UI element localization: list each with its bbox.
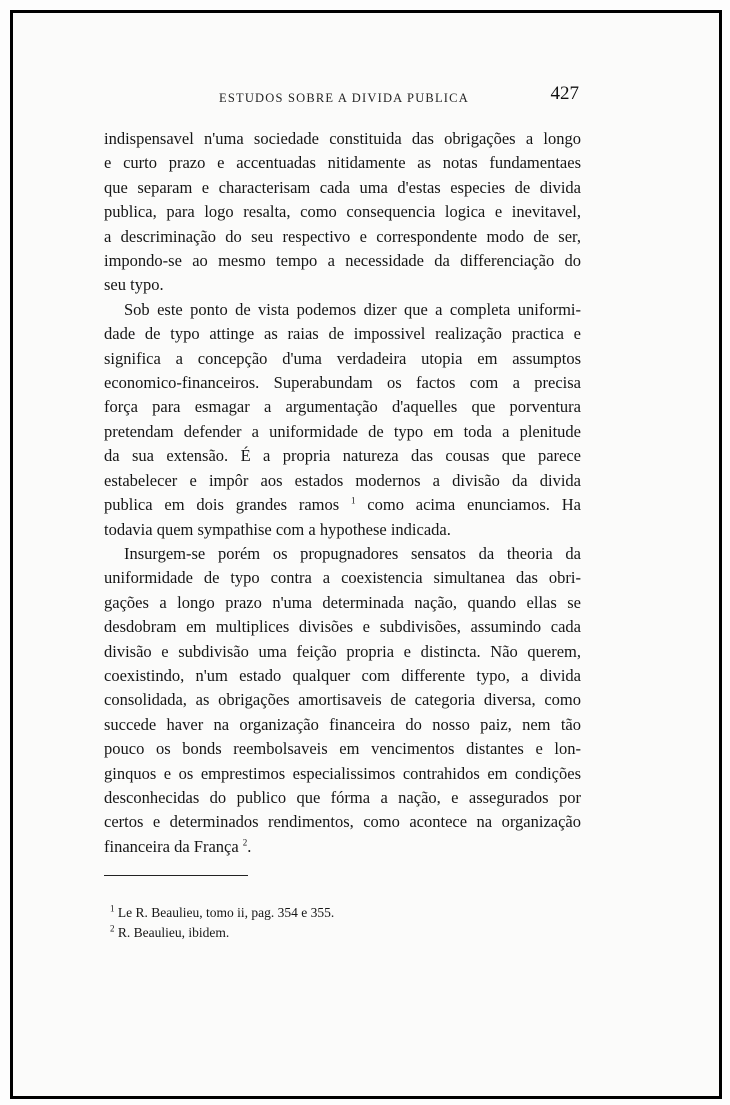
text-line: dade de typo attinge as raias de impossivel realização practica e (104, 324, 581, 344)
footnote-text: R. Beaulieu, ibidem. (117, 925, 230, 940)
text-line: estabelecer e impôr aos estados modernos a divisão da divida (104, 470, 581, 490)
footnote-mark: 2 (110, 923, 115, 934)
paragraph-3 (104, 542, 581, 859)
text-line: certos e determinados rendimentos, como acontece na organização (104, 812, 581, 832)
text-line: consolidada, as obrigações amortisaveis de categoria diversa, como (104, 690, 581, 710)
text-line: e curto prazo e accentuadas nitidamente as notas fundamentaes (104, 153, 581, 173)
text-line: indispensavel n'uma sociedade constituida das obrigações a longo (104, 129, 581, 148)
running-header (104, 83, 581, 114)
text-line: da sua extensão. É a propria natureza das cousas que parece (104, 446, 581, 466)
paragraph-1 (104, 127, 581, 298)
text-line: uniformidade de typo contra a coexistencia simultanea das obri- (104, 568, 581, 588)
text-line: publica, para logo resalta, como consequencia logica e inevitavel, (104, 202, 581, 222)
text-line-with-footnote (104, 493, 581, 517)
text-line: todavia quem sympathise com a hypothese indicada. (104, 519, 451, 539)
text-fragment: publica em dois grandes ramos (104, 495, 340, 515)
text-line: força para esmagar a argumentação d'aquelles que porventura (104, 397, 581, 417)
text-line: a descriminação do seu respectivo e correspondente modo de ser, (104, 226, 581, 246)
running-title: ESTUDOS SOBRE A DIVIDA PUBLICA (219, 91, 469, 105)
text-line: seu typo. (104, 275, 164, 295)
text-line: ginquos e os emprestimos especialissimos contrahidos em condições (104, 763, 581, 783)
text-line: desconhecidas do publico que fórma a nação, e assegurados por (104, 787, 581, 807)
text-line: desdobram em multiplices divisões e subdivisões, assumindo cada (104, 617, 581, 637)
footnote-ref-2[interactable]: 2 (242, 837, 248, 848)
text-fragment: financeira da França (104, 836, 239, 856)
text-line-with-footnote: financeira da França $^2$. (104, 836, 252, 856)
footnote-mark: 1 (110, 903, 115, 914)
text-line: coexistindo, n'um estado qualquer com differente typo, a divida (104, 665, 581, 685)
text-line: pretendam defender a uniformidade de typo em toda a plenitude (104, 421, 581, 441)
text-line: Insurgem-se porém os propugnadores sensatos da theoria da (124, 543, 581, 563)
text-line: gações a longo prazo n'uma determinada nação, quando ellas se (104, 592, 581, 612)
footnote-2 (110, 923, 570, 943)
text-fragment: como acima enunciamos. Ha (355, 495, 581, 515)
text-line: pouco os bonds reembolsaveis em vencimentos distantes e lon- (104, 739, 581, 759)
text-line: Sob este ponto de vista podemos dizer que a completa uniformi- (124, 299, 581, 319)
footnote-1 (110, 903, 570, 923)
text-line: divisão e subdivisão uma feição propria e distincta. Não querem, (104, 641, 581, 661)
text-line: succede haver na organização financeira do nosso paiz, nem tão (104, 714, 581, 734)
footnotes (110, 903, 570, 943)
text-line: economico-financeiros. Superabundam os factos com a precisa (104, 373, 581, 393)
footnote-divider (104, 875, 248, 876)
footnote-text: Le R. Beaulieu, tomo ii, pag. 354 e 355. (117, 905, 335, 920)
text-line: significa a concepção d'uma verdadeira utopia em assumptos (104, 348, 581, 368)
body-text (104, 127, 581, 859)
text-line: que separam e characterisam cada uma d'estas especies de divida (104, 177, 581, 197)
page-number: 427 (550, 83, 579, 104)
text-line: impondo-se ao mesmo tempo a necessidade da differenciação do (104, 251, 581, 271)
footnote-ref-1[interactable]: 1 (350, 495, 356, 506)
paragraph-2 (104, 298, 581, 542)
